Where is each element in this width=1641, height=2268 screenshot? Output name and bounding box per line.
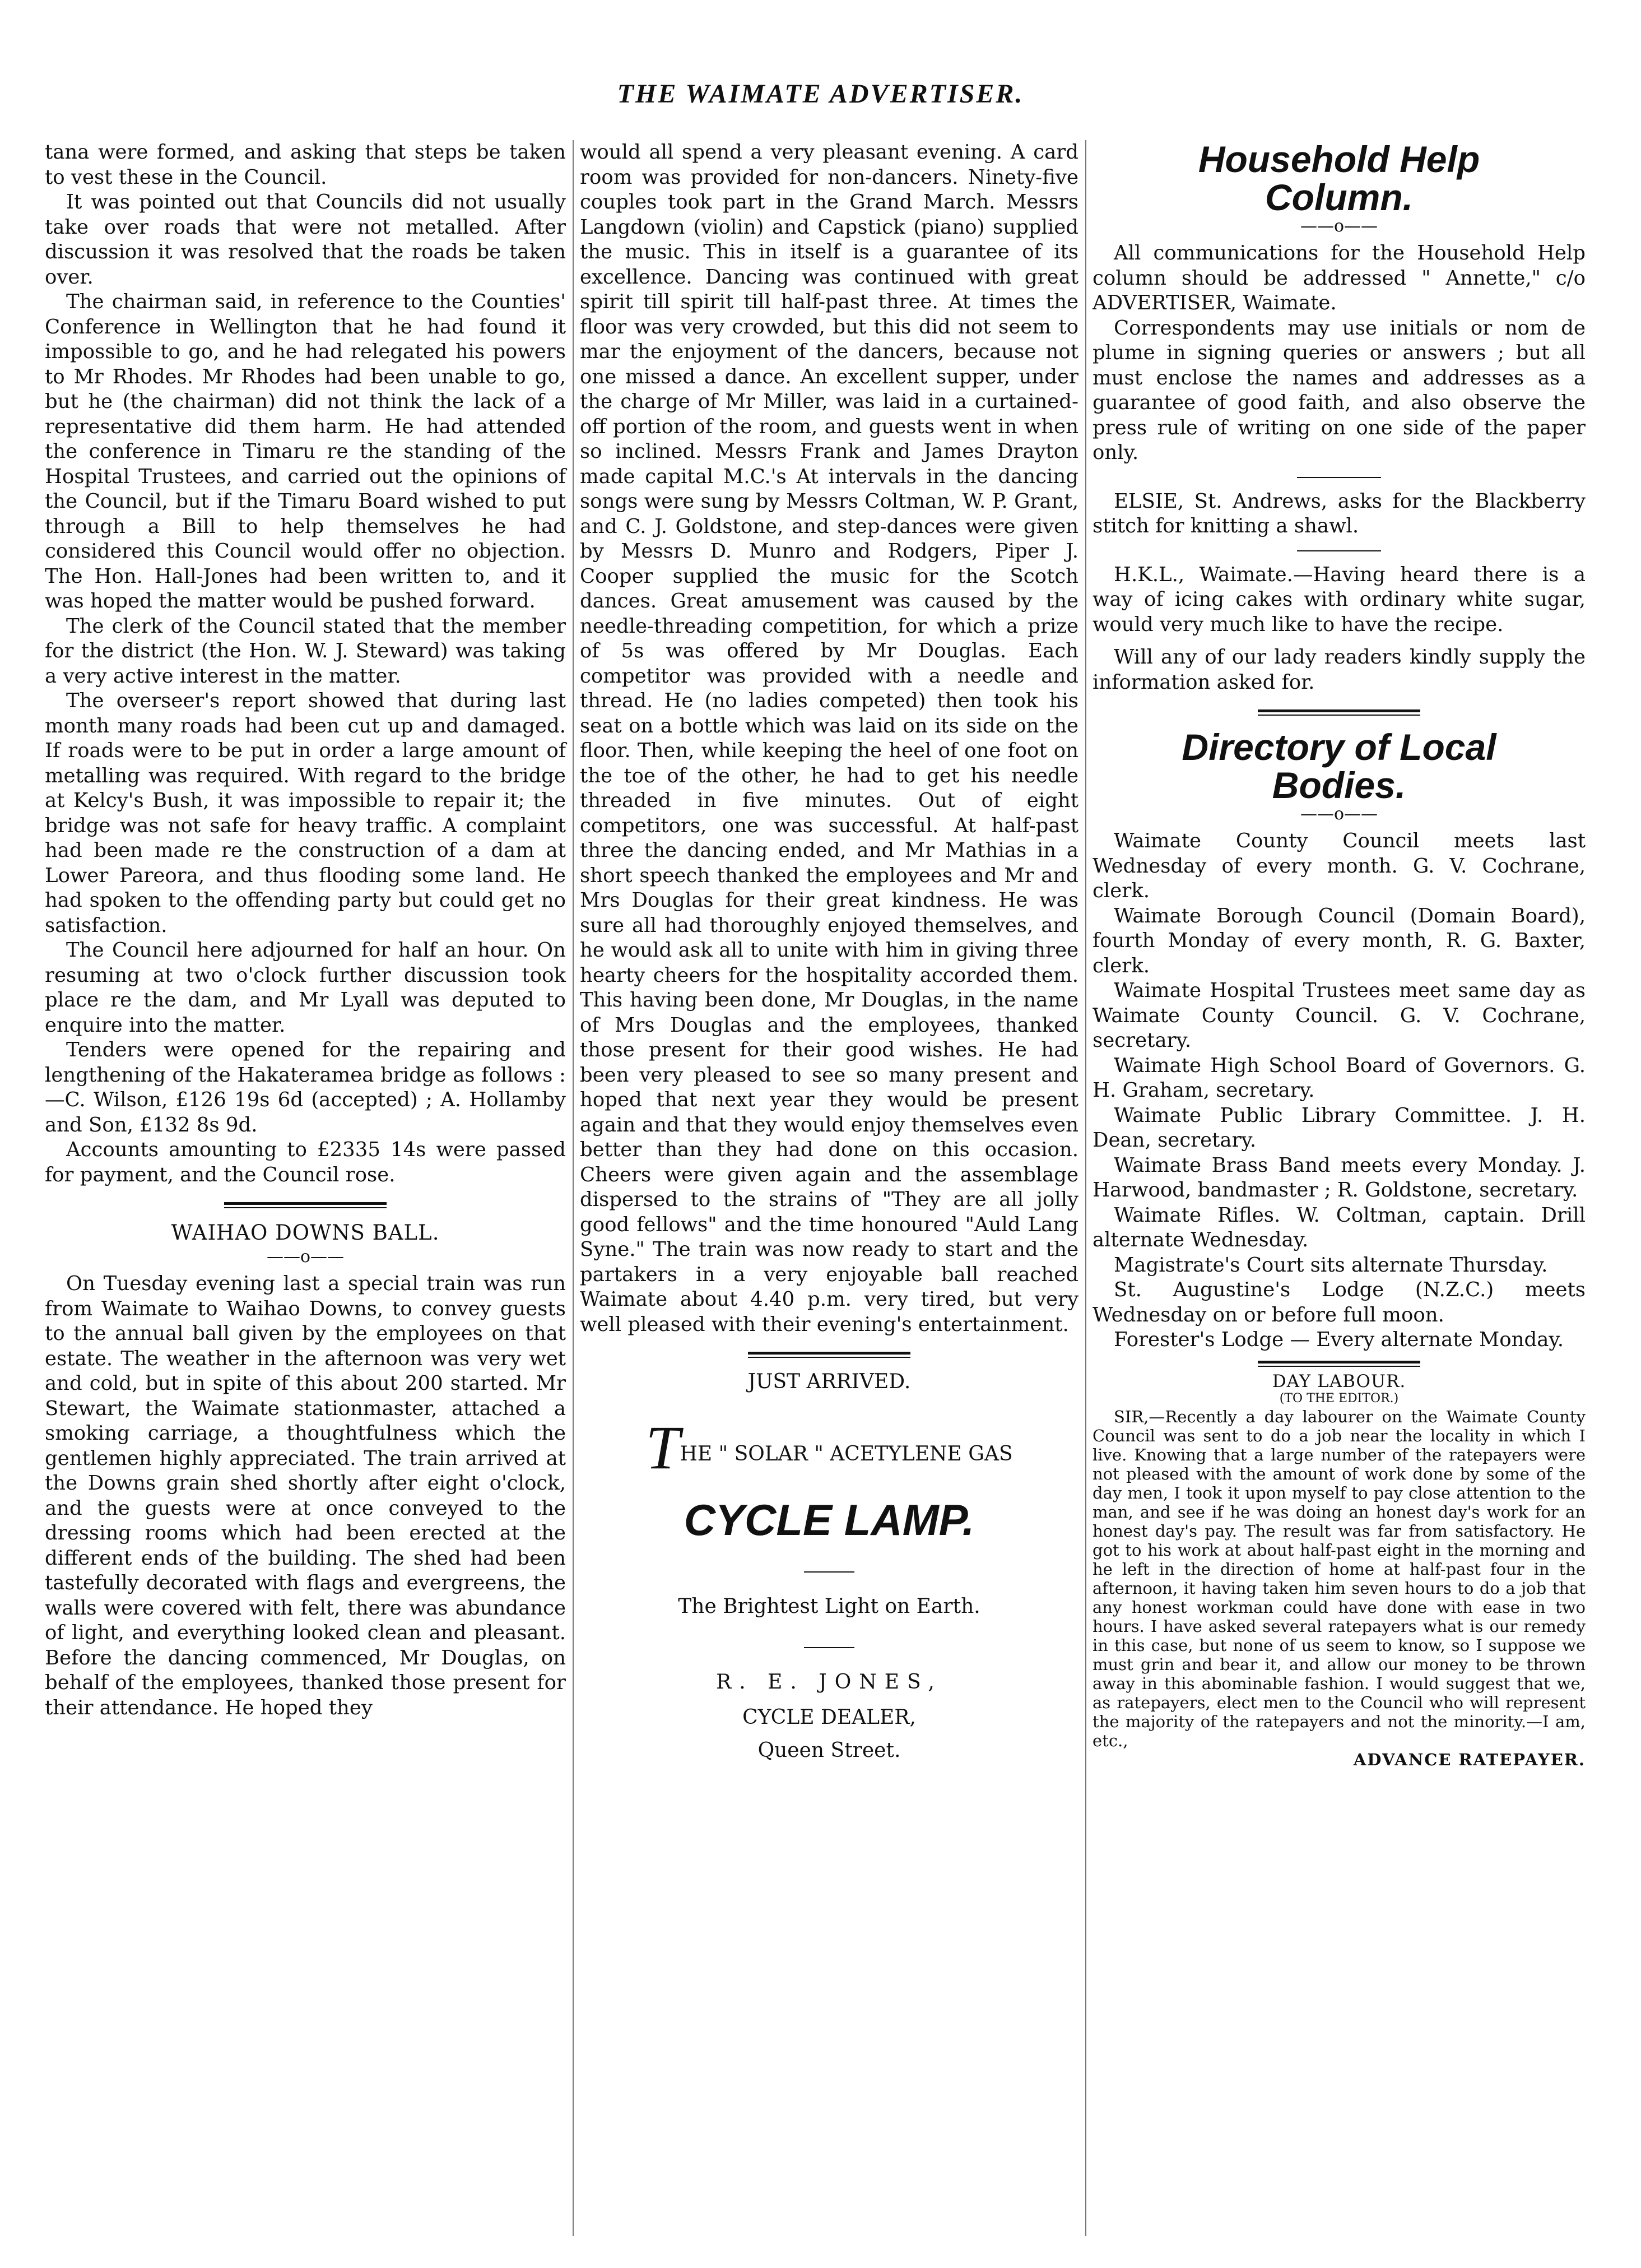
query: ELSIE, St. Andrews, asks for the Blackberry stitch for knitting a shawl.: [1093, 489, 1586, 537]
directory-entry: Waimate Public Library Committee. J. H. Dean, secretary.: [1093, 1103, 1586, 1152]
section-title: Bodies.: [1272, 764, 1406, 806]
directory-entry: Forester's Lodge — Every alternate Monday.: [1114, 1328, 1564, 1351]
advertisement: [580, 1370, 1078, 1762]
directory-entry: Waimate Brass Band meets every Monday. J. Harwood, bandmaster ; R. Goldstone, secretary.: [1093, 1153, 1586, 1202]
paragraph: All communications for the Household Help column should be addressed " Annette," c/o ADVERTISER, Waimate.: [1093, 242, 1586, 314]
ad-trade: CYCLE DEALER,: [742, 1706, 916, 1729]
ornament: ——o——: [1300, 216, 1378, 236]
query: Will any of our lady readers kindly supply the information asked for.: [1093, 646, 1586, 694]
ad-drop-cap: T: [645, 1413, 680, 1482]
paragraph: Correspondents may use initials or nom de plume in signing queries or answers ; but all must enclose the names and addresses as a guarantee of good faith, and also observe the press rule of writing on one side of the paper only.: [1093, 316, 1586, 464]
column-rule: [1085, 140, 1086, 2236]
section-divider: [1258, 709, 1420, 716]
directory-entry: Waimate Hospital Trustees meet same day as Waimate County Council. G. V. Cochrane, secretary.: [1093, 979, 1586, 1052]
divider: [1297, 477, 1381, 478]
letter-subtitle: (TO THE EDITOR.): [1279, 1391, 1399, 1406]
paragraph: It was pointed out that Councils did not usually take over roads that were not metalled. After discussion it was resolved that the roads be taken over.: [45, 191, 566, 289]
section-divider: [224, 1202, 387, 1208]
divider: [1297, 550, 1381, 551]
ad-just-arrived: JUST ARRIVED.: [747, 1370, 911, 1393]
section-divider: [1258, 1361, 1420, 1367]
section-title: Household Help: [1198, 138, 1480, 180]
ad-street: Queen Street.: [757, 1739, 901, 1762]
paragraph: tana were formed, and asking that steps be taken to vest these in the Council.: [45, 141, 566, 189]
paragraph: would all spend a very pleasant evening. A card room was provided for non-dancers. Ninety-five couples took part in the Grand March. Messrs Langdown (violin) and Capstick (piano) supplied the music. This in itself is a guarantee of its excellence. Dancing was continued with great spirit till spirit till half-past three. At times the floor was very crowded, but this did not seem to mar the enjoyment of the dancers, because not one missed a dance. An excellent supper, under the charge of Mr Miller, was laid in a curtained-off portion of the room, and guests went in when so inclined. Messrs Frank and James Drayton made capital M.C.'s At intervals in the dancing songs were sung by Messrs Coltman, W. P. Grant, and C. J. Goldstone, and step-dances were given by Messrs D. Munro and Rodgers, Piper J. Cooper supplied the music for the Scotch dances. Great amusement was caused by the needle-threading competition, for which a prize of 5s was offered by Mr Douglas. Each competitor was provided with a needle and thread. He (no ladies competed) then took his seat on a bottle which was laid on its side on the floor. Then, while keeping the heel of one foot on the toe of the other, he had to get his needle threaded in five minutes. Out of eight competitors, one was successful. At half-past three the dancing ended, and Mr Mathias in a short speech thanked the employees and Mr and Mrs Douglas for their great kindness. He was sure all had thoroughly enjoyed themselves, and he would ask all to unite with him in giving three hearty cheers for the hospitality accorded them. This having been done, Mr Douglas, in the name of Mrs Douglas and the employees, thanked those present for their good wishes. He had been very pleased to see so many present and hoped that next year they would be present again and that they would enjoy themselves even better than they had done on this occasion. Cheers were given again and the assemblage dispersed to the strains of "They are all jolly good fellows" and the time honoured "Auld Lang Syne." The train was now ready to start and the partakers in a very enjoyable ball reached Waimate about 4.40 p.m. very tired, but very well pleased with their evening's entertainment.: [580, 141, 1078, 1336]
paragraph: The overseer's report showed that during last month many roads had been cut up and damaged. If roads were to be put in order a large amount of metalling was required. With regard to the bridge at Kelcy's Bush, it was impossible to repair it; the bridge was not safe for heavy traffic. A complaint had been made re the construction of a dam at Lower Pareora, and thus flooding some land. He had spoken to the offending party but could get no satisfaction.: [45, 689, 566, 937]
column-1: [45, 140, 566, 1720]
ornament: ——o——: [1300, 804, 1378, 824]
section-divider: [748, 1352, 910, 1358]
section-title: Column.: [1265, 177, 1413, 218]
ad-line-1: HE " SOLAR " ACETYLENE GAS: [680, 1443, 1013, 1465]
paragraph: The Council here adjourned for half an hour. On resuming at two o'clock further discussion took place re the dam, and Mr Lyall was deputed to enquire into the matter.: [45, 939, 566, 1037]
directory-entry: Waimate Rifles. W. Coltman, captain. Drill alternate Wednesday.: [1093, 1203, 1586, 1251]
ad-divider: [804, 1571, 854, 1573]
ad-tagline: The Brightest Light on Earth.: [678, 1595, 980, 1618]
letter-body: SIR,—Recently a day labourer on the Waimate County Council was sent to do a job near the locality in which I live. Knowing that a large number of the ratepayers were not pleased with the amount of work done by some of the day men, I took it upon myself to pay close attention to the man, and see if he was doing an honest day's work for an honest day's pay. The result was far from satisfactory. He got to his work at about half-past eight in the morning and he left in the direction of home at half-past four in the afternoon, it having taken him seven hours to do a job that any honest workman could have done with ease in two hours. I have asked several ratepayers what is our remedy in this case, but none of us seem to know, so I suppose we must grin and bear it, and allow our money to be thrown away in this abominable fashion. I would suggest that we, as ratepayers, elect men to the Council who will represent the majority of the ratepayers and not the minority.—I am, etc.,: [1093, 1407, 1586, 1750]
ornament: ——o——: [266, 1247, 345, 1267]
letter-signature: ADVANCE RATEPAYER.: [1353, 1750, 1586, 1769]
ad-divider: [804, 1647, 854, 1648]
paragraph: The chairman said, in reference to the Counties' Conference in Wellington that he had found it impossible to go, and he had relegated his powers to Mr Rhodes. Mr Rhodes had been unable to go, but he (the chairman) did not think the lack of a representative did them harm. He had attended the conference in Timaru re the standing of the Hospital Trustees, and carried out the opinions of the Council, but if the Timaru Board wished to put through a Bill to help themselves he had considered this Council would offer no objection. The Hon. Hall-Jones had been written to, and it was hoped the matter would be pushed forward.: [45, 290, 566, 613]
paragraph: The clerk of the Council stated that the member for the district (the Hon. W. J. Steward) was taking a very active interest in the matter.: [45, 614, 566, 688]
masthead: THE WAIMATE ADVERTISER.: [617, 79, 1024, 109]
directory-entry: Waimate County Council meets last Wednesday of every month. G. V. Cochrane, clerk.: [1093, 829, 1586, 902]
ad-product: CYCLE LAMP.: [684, 1495, 975, 1545]
column-3: [1093, 140, 1586, 1769]
query: H.K.L., Waimate.—Having heard there is a way of icing cakes with ordinary white sugar, would very much like to have the recipe.: [1093, 563, 1586, 636]
column-rule: [573, 140, 574, 2236]
paragraph: On Tuesday evening last a special train was run from Waimate to Waihao Downs, to convey guests to the annual ball given by the employees on that estate. The weather in the afternoon was very wet and cold, but in spite of this about 200 started. Mr Stewart, the Waimate stationmaster, attached a smoking carriage, a thoughtfulness which the gentlemen highly appreciated. The train arrived at the Downs grain shed shortly after eight o'clock, and the guests were at once conveyed to the dressing rooms which had been erected at the different ends of the building. The shed had been tastefully decorated with flags and evergreens, the walls were covered with felt, there was abundance of light, and everything looked clean and pleasant. Before the dancing commenced, Mr Douglas, on behalf of the employees, thanked those present for their attendance. He hoped they: [45, 1272, 566, 1719]
directory-entry: Waimate Borough Council (Domain Board), fourth Monday of every month, R. G. Baxter, clerk.: [1093, 904, 1586, 977]
directory-entry: Waimate High School Board of Governors. G. H. Graham, secretary.: [1093, 1054, 1586, 1102]
article-title: WAIHAO DOWNS BALL.: [171, 1221, 440, 1245]
ad-name: R. E. JONES,: [716, 1671, 942, 1694]
letter-title: DAY LABOUR.: [1272, 1371, 1406, 1392]
section-title: Directory of Local: [1182, 726, 1496, 768]
column-2: [580, 140, 1078, 1762]
directory-entry: St. Augustine's Lodge (N.Z.C.) meets Wednesday on or before full moon.: [1093, 1278, 1586, 1327]
directory-entry: Magistrate's Court sits alternate Thursday.: [1114, 1253, 1548, 1277]
paragraph: Accounts amounting to £2335 14s were passed for payment, and the Council rose.: [45, 1138, 566, 1186]
paragraph: Tenders were opened for the repairing and lengthening of the Hakateramea bridge as follows :—C. Wilson, £126 19s 6d (accepted) ; A. Hollamby and Son, £132 8s 9d.: [45, 1038, 566, 1137]
